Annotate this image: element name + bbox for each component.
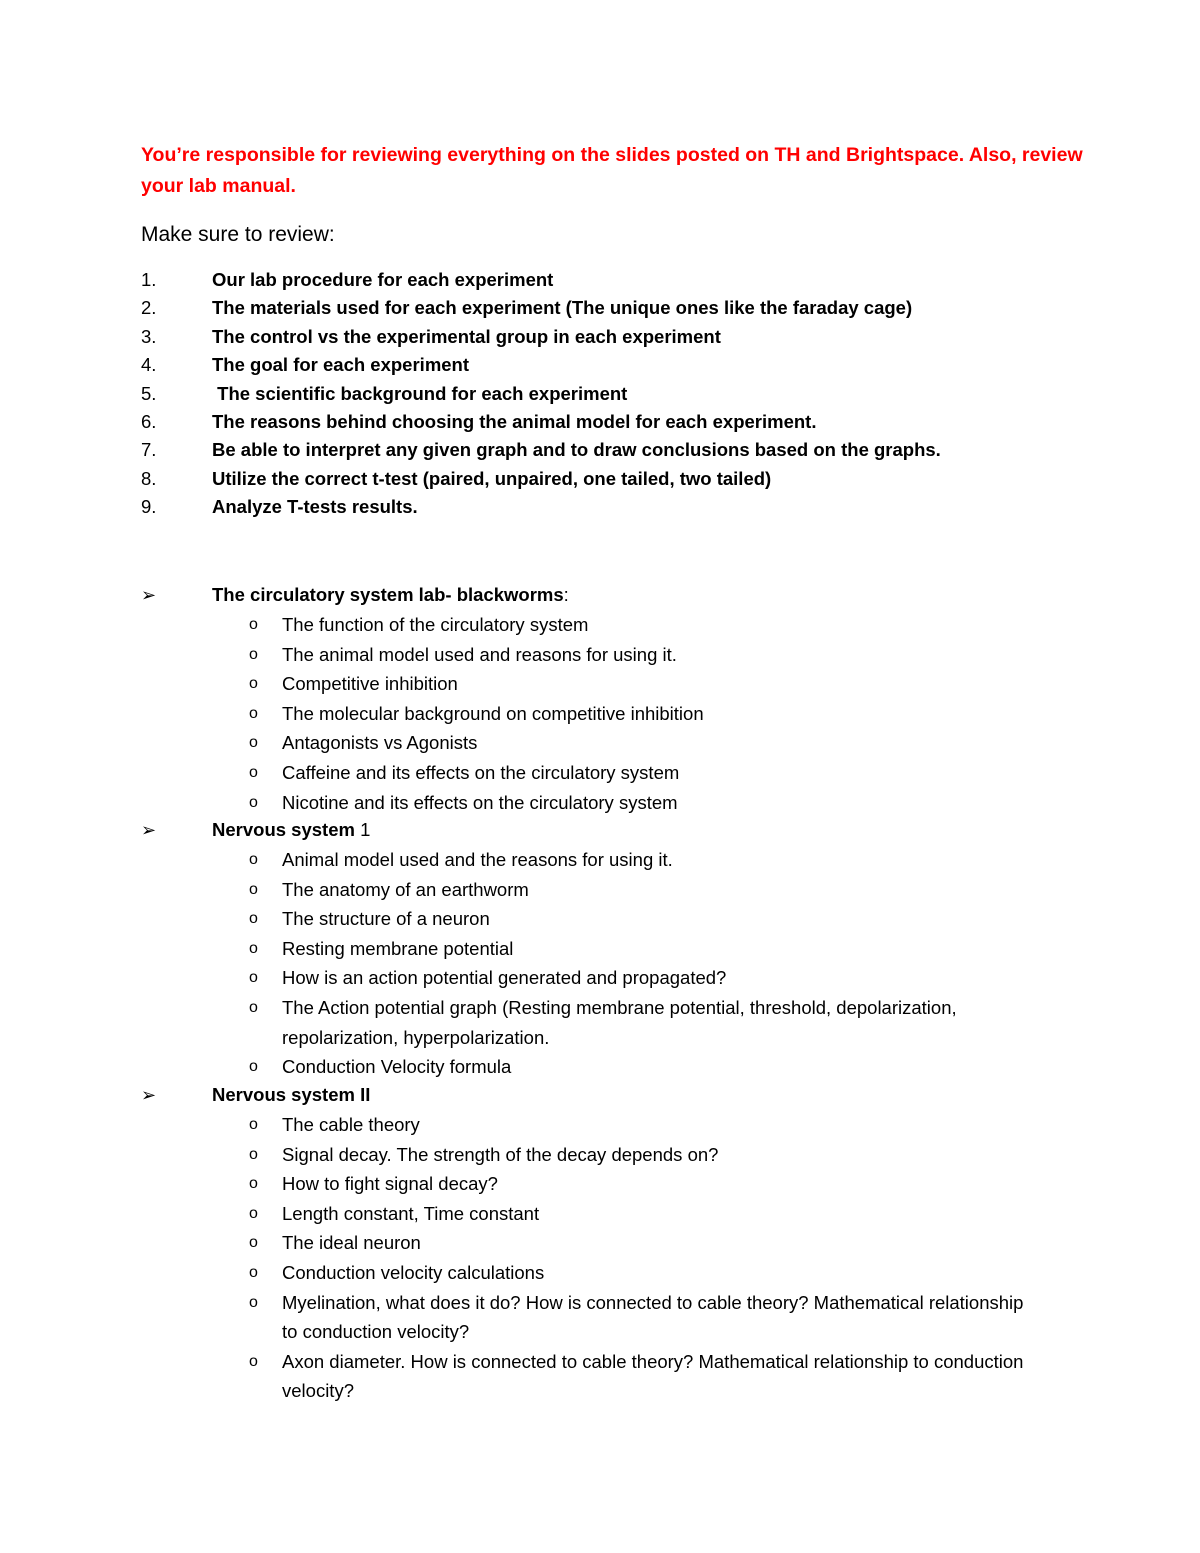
- list-item: [141, 408, 941, 436]
- list-item: [141, 758, 1042, 788]
- list-item: [141, 436, 941, 464]
- section-nervous-system-1: [141, 815, 1042, 1082]
- section-heading: [141, 815, 1042, 845]
- review-checklist: [141, 266, 941, 522]
- hollow-circle-icon: o: [249, 793, 258, 811]
- topic-list: [141, 1110, 1042, 1406]
- list-item: [141, 904, 1042, 934]
- item-text: Competitive inhibition: [282, 673, 458, 695]
- list-item: [141, 1347, 1042, 1406]
- item-text: Resting membrane potential: [282, 937, 514, 959]
- item-text: Caffeine and its effects on the circulatory system: [282, 761, 680, 783]
- hollow-circle-icon: o: [249, 645, 258, 663]
- list-item: [141, 728, 1042, 758]
- item-number: 6.: [141, 410, 157, 432]
- list-item: [141, 323, 941, 351]
- list-item: [141, 1110, 1042, 1140]
- section-title: The circulatory system lab- blackworms: [212, 584, 564, 605]
- item-text: The cable theory: [282, 1114, 420, 1135]
- hollow-circle-icon: o: [249, 1058, 258, 1076]
- list-item: [141, 493, 941, 521]
- section-title-suffix: :: [563, 584, 569, 605]
- item-text: Animal model used and the reasons for using it.: [282, 849, 673, 870]
- item-text: The materials used for each experiment (The unique ones like the faraday cage): [212, 297, 913, 319]
- item-number: 2.: [141, 297, 157, 319]
- list-item: [141, 669, 1042, 699]
- section-title-suffix: 1: [360, 819, 371, 840]
- list-item: [141, 610, 1042, 640]
- item-text: Signal decay. The strength of the decay depends on?: [282, 1143, 719, 1165]
- hollow-circle-icon: o: [249, 1145, 258, 1163]
- item-number: 7.: [141, 439, 157, 461]
- hollow-circle-icon: o: [249, 1352, 258, 1370]
- item-text: The reasons behind choosing the animal model for each experiment.: [212, 410, 817, 432]
- hollow-circle-icon: o: [249, 851, 258, 868]
- item-text: The function of the circulatory system: [282, 614, 589, 635]
- hollow-circle-icon: o: [249, 675, 258, 693]
- hollow-circle-icon: o: [249, 704, 258, 722]
- arrowhead-icon: ➢: [141, 585, 157, 605]
- hollow-circle-icon: o: [249, 1204, 258, 1222]
- item-number: 3.: [141, 325, 157, 347]
- hollow-circle-icon: o: [249, 1263, 258, 1281]
- item-text: The ideal neuron: [282, 1232, 421, 1254]
- list-item: [141, 266, 941, 294]
- topic-list: [141, 610, 1042, 817]
- hollow-circle-icon: o: [249, 998, 258, 1016]
- hollow-circle-icon: o: [249, 1175, 258, 1193]
- item-text: Conduction velocity calculations: [282, 1261, 545, 1283]
- item-text: Analyze T-tests results.: [212, 496, 418, 518]
- item-text: Be able to interpret any given graph and to draw conclusions based on the graphs.: [212, 439, 941, 461]
- list-item: [141, 1052, 1042, 1082]
- topic-list: [141, 845, 1042, 1082]
- list-item: [141, 963, 1042, 993]
- list-item: [141, 1199, 1042, 1229]
- list-item: [141, 465, 941, 493]
- hollow-circle-icon: o: [249, 880, 258, 898]
- item-number: 9.: [141, 496, 157, 518]
- hollow-circle-icon: o: [249, 734, 258, 752]
- list-item: [141, 380, 941, 408]
- item-text: Antagonists vs Agonists: [282, 732, 478, 754]
- section-heading: [141, 580, 1042, 610]
- arrowhead-icon: ➢: [141, 1085, 157, 1105]
- list-item: [141, 1228, 1042, 1258]
- item-text: Our lab procedure for each experiment: [212, 269, 554, 290]
- item-text: The scientific background for each experiment: [212, 382, 628, 404]
- list-item: [141, 1288, 1042, 1347]
- list-item: [141, 993, 1042, 1052]
- item-number: 8.: [141, 467, 157, 489]
- section-circulatory-system: [141, 580, 1042, 817]
- item-text: The molecular background on competitive inhibition: [282, 702, 704, 724]
- item-number: 1.: [141, 269, 157, 290]
- list-item: [141, 934, 1042, 964]
- item-text: The animal model used and reasons for using it.: [282, 643, 677, 665]
- list-item: [141, 351, 941, 379]
- hollow-circle-icon: o: [249, 1234, 258, 1252]
- hollow-circle-icon: o: [249, 1116, 258, 1133]
- item-text: How is an action potential generated and propagated?: [282, 967, 727, 989]
- list-item: [141, 699, 1042, 729]
- item-number: 4.: [141, 354, 157, 376]
- arrowhead-icon: ➢: [141, 820, 157, 840]
- hollow-circle-icon: o: [249, 910, 258, 928]
- section-nervous-system-2: [141, 1080, 1042, 1406]
- item-text: The control vs the experimental group in each experiment: [212, 325, 721, 347]
- section-title: Nervous system II: [212, 1084, 371, 1105]
- hollow-circle-icon: o: [249, 969, 258, 987]
- item-text: Axon diameter. How is connected to cable theory? Mathematical relationship to conduction velocity?: [282, 1350, 1024, 1402]
- review-intro: Make sure to review:: [141, 223, 335, 246]
- item-text: The anatomy of an earthworm: [282, 878, 529, 900]
- section-title: Nervous system: [212, 819, 361, 840]
- list-item: [141, 875, 1042, 905]
- hollow-circle-icon: o: [249, 763, 258, 781]
- list-item: [141, 788, 1042, 818]
- list-item: [141, 640, 1042, 670]
- responsibility-notice: You’re responsible for reviewing everything on the slides posted on TH and Brightspace. Also, review your lab manual.: [141, 144, 1083, 197]
- item-text: The Action potential graph (Resting membrane potential, threshold, depolarization, repolarization, hyperpolarization.: [282, 996, 957, 1048]
- item-text: Myelination, what does it do? How is connected to cable theory? Mathematical relationship to conduction velocity?: [282, 1291, 1024, 1343]
- list-item: [141, 1258, 1042, 1288]
- hollow-circle-icon: o: [249, 1293, 258, 1311]
- item-text: Length constant, Time constant: [282, 1202, 540, 1224]
- list-item: [141, 845, 1042, 875]
- hollow-circle-icon: o: [249, 616, 258, 633]
- item-text: Utilize the correct t-test (paired, unpaired, one tailed, two tailed): [212, 467, 772, 489]
- list-item: [141, 294, 941, 322]
- item-number: 5.: [141, 382, 157, 404]
- list-item: [141, 1140, 1042, 1170]
- section-heading: [141, 1080, 1042, 1110]
- list-item: [141, 1169, 1042, 1199]
- hollow-circle-icon: o: [249, 939, 258, 957]
- item-text: The goal for each experiment: [212, 354, 470, 376]
- item-text: Nicotine and its effects on the circulatory system: [282, 791, 678, 813]
- item-text: How to fight signal decay?: [282, 1173, 498, 1195]
- item-text: Conduction Velocity formula: [282, 1056, 512, 1078]
- item-text: The structure of a neuron: [282, 908, 490, 930]
